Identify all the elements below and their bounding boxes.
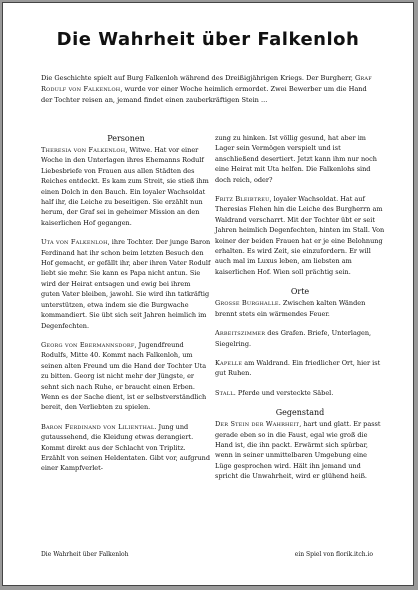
- right-column: [215, 133, 385, 491]
- footer-left: Die Wahrheit über Falkenloh: [41, 551, 129, 558]
- person-ferdinand: [41, 422, 211, 474]
- document-page: [2, 2, 414, 586]
- place-arbeitszimmer: [215, 328, 385, 349]
- place-stall: [215, 388, 385, 398]
- place-name: Stall: [215, 388, 234, 397]
- place-text: am Waldrand. Ein friedlicher Ort, hier ist gut Ruhen.: [215, 358, 381, 378]
- place-burghalle: [215, 298, 385, 319]
- person-text: , Jugendfreund Rodulfs, Mitte 40. Kommt nach Falkenloh, um seinen alten Freund um die Hand der Tochter Uta zu bitten. Georg ist nicht mehr der Jüngste, er sehnt sich nach Ruhe, er braucht einen Erben. Wenn es der Sache dient, ist er selbstverständlich bereit, den Verliebten zu spielen.: [41, 340, 207, 412]
- person-theresia: [41, 145, 211, 228]
- item-name: Der Stein der Wahrheit: [215, 420, 300, 429]
- person-text: , ihre Tochter. Der junge Baron Ferdinand hat ihr schon beim letzten Besuch den Hof gemacht, er gefällt ihr, aber ihren Vater Rodulf liebt sie mehr. Sie kann es Papa nicht antun. Sie wird der Heirat entsagen und ewig bei ihrem guten Vater bleiben, jawohl. Sie wird ihn tatkräftig unterstützen, etwa indem sie die Burgwache kommandiert. Sie übt sich seit Jahren heimlich im Degenfechten.: [41, 238, 211, 330]
- place-kapelle: [215, 358, 385, 379]
- heading-orte: Orte: [290, 287, 310, 297]
- item-stein: [215, 419, 385, 481]
- intro-text-end: , wurde vor einer Woche heimlich ermordet. Zwei Bewerber um die Hand der Tochter reisen an, jemand findet einen zauberkräftigen Stein ...: [41, 84, 367, 104]
- place-name: Arbeitszimmer: [215, 329, 266, 338]
- intro-text-start: Die Geschichte spielt auf Burg Falkenloh während des Dreißigjährigen Kriegs. Der Burgherr,: [41, 74, 355, 82]
- person-text: , Witwe. Hat vor einer Woche in den Unterlagen ihres Ehemanns Rodulf Liebesbriefe von Frauen aus allen Städten des Reiches entdeckt. Es kam zum Streit, sie stieß ihm einen Dolch in den Bauch. Ein loyaler Wachsoldat half ihr, die Leiche zu beseitigen. Sie erzählt nun herum, der Graf sei in geheimer Mission an den kaiserlichen Hof gegangen.: [41, 146, 209, 227]
- place-text: des Grafen. Briefe, Unterlagen, Siegelring.: [215, 329, 372, 348]
- place-name: Grosse Burghalle: [215, 299, 279, 308]
- person-uta: [41, 237, 211, 331]
- footer-right: ein Spiel von florik.itch.io: [294, 551, 373, 558]
- place-text: . Pferde und versteckte Säbel.: [233, 388, 334, 397]
- person-fritz: [215, 194, 385, 277]
- person-text: , loyaler Wachsoldat. Hat auf Theresias Flehen hin die Leiche des Burgherrn am Waldrand verscharrt. Mit der Tochter übt er seit Jahren heimlich Degenfechten, hinten im Stall. Von keiner der beiden Frauen hat er je eine Belohnung erhalten. Es wird Zeit, sie einzufordern. Er will auch mal im Luxus leben, am liebsten am kaiserlichen Hof. Wien soll prächtig sein.: [215, 195, 385, 276]
- person-ferdinand-continued: zung zu hinken. Ist völlig gesund, hat aber im Lager sein Vermögen verspielt und ist anschließend desertiert. Jetzt kann ihm nur noch eine Heirat mit Uta helfen. Die Falkenlohs sind doch reich, oder?: [215, 134, 377, 184]
- place-name: Kapelle: [215, 358, 243, 367]
- person-name: Baron Ferdinand von Lilienthal: [41, 422, 155, 431]
- intro-paragraph: [41, 73, 379, 105]
- person-text: . Jung und gutaussehend, die Kleidung etwas derangiert. Kommt direkt aus der Schlacht von Triplitz. Erzählt von seinen Heldentaten. Gibt vor, aufgrund einer Kampfverlet-: [41, 422, 211, 473]
- heading-personen: Personen: [107, 134, 145, 143]
- person-georg: [41, 340, 211, 413]
- place-text: . Zwischen kalten Wänden brennt stets ein wärmendes Feuer.: [215, 299, 366, 318]
- document-title: Die Wahrheit über Falkenloh: [56, 29, 360, 50]
- person-name: Theresia von Falkenloh: [41, 146, 126, 154]
- intro-name: Graf Rodulf von Falkenloh: [41, 74, 372, 93]
- item-text: , hart und glatt. Er passt gerade eben so in die Faust, egal wie groß die Hand ist, die ihn packt. Erwärmt sich spürbar, wenn in seiner unmittelbaren Umgebung eine Lüge gesprochen wird. Hält ihn jemand und spricht die Unwahrheit, wird er glühend heiß.: [215, 420, 381, 481]
- person-name: Uta von Falkenloh: [41, 238, 108, 247]
- left-column: [41, 133, 211, 483]
- person-name: Georg von Ebermannsdorf: [41, 340, 135, 349]
- person-name: Fritz Bleibtreu: [215, 195, 270, 204]
- heading-gegenstand: Gegenstand: [275, 408, 325, 418]
